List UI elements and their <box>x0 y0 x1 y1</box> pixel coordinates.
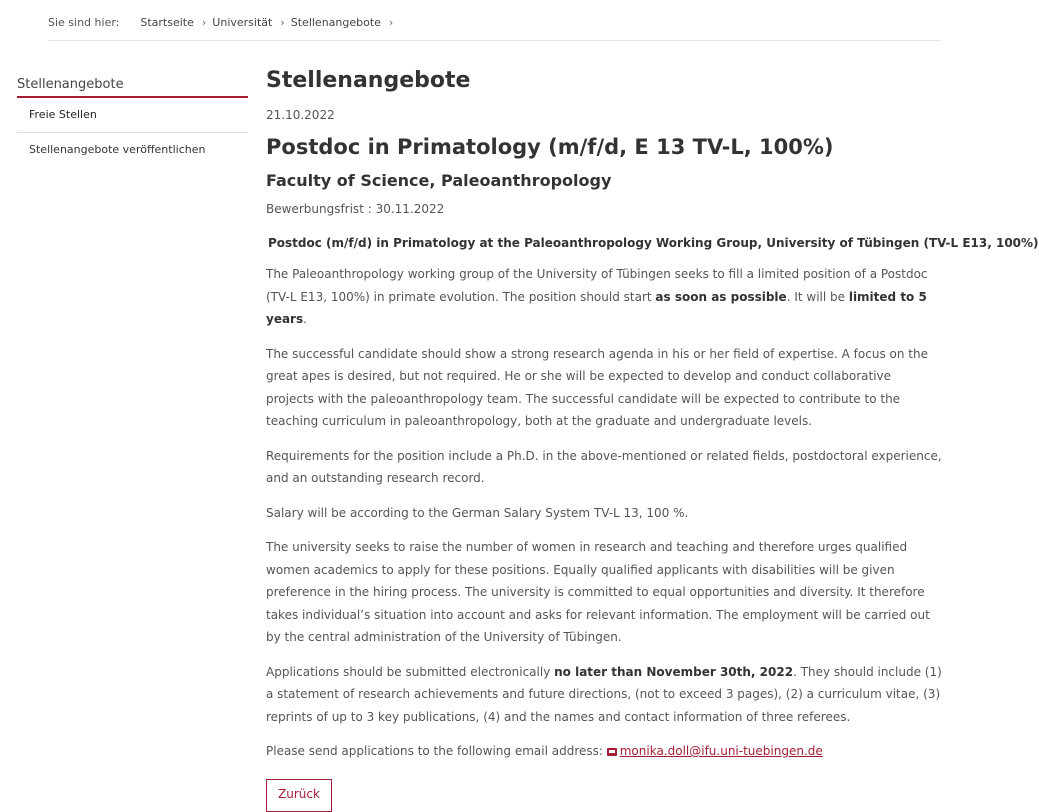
paragraph-requirements: Requirements for the position include a Ph.D. in the above-mentioned or related fields, postdoctoral experience, and an outstanding research record. <box>266 448 942 485</box>
mail-icon <box>607 748 617 756</box>
job-title: Postdoc in Primatology (m/f/d, E 13 TV-L, 100%) <box>266 135 834 159</box>
paragraph-application: Applications should be submitted electronically no later than November 30th, 2022. They should include (1) a statement of research achievements and future directions, (not to exceed 3 pages), (2) a curriculum vitae, (3) reprints of up to 3 key publications, (4) and the names and contact information of three referees. <box>266 664 942 724</box>
job-lead: Postdoc (m/f/d) in Primatology at the Paleoanthropology Working Group, University of Tübingen (TV-L E13, 100%) <box>268 236 1039 250</box>
back-button[interactable]: Zurück <box>266 779 332 812</box>
breadcrumb-stellenangebote[interactable]: Stellenangebote <box>290 16 381 29</box>
sidebar-item-freie-stellen[interactable]: Freie Stellen <box>17 98 248 133</box>
posting-date: 21.10.2022 <box>266 108 335 122</box>
breadcrumb-universitaet[interactable]: Universität <box>212 16 273 29</box>
breadcrumb-lead: Sie sind hier: <box>48 16 120 29</box>
job-subtitle: Faculty of Science, Paleoanthropology <box>266 171 612 190</box>
paragraph-position: The Paleoanthropology working group of the University of Tübingen seeks to fill a limited position of a Postdoc (TV-L E13, 100%) in primate evolution. The position should start as soon as possible. It will be limited to 5 years. <box>266 267 928 326</box>
chevron-right-icon: › <box>201 16 207 29</box>
email-link[interactable]: monika.doll@ifu.uni-tuebingen.de <box>619 744 823 758</box>
paragraph-salary: Salary will be according to the German Salary System TV-L 13, 100 %. <box>266 505 689 520</box>
paragraph-contact: Please send applications to the following email address: monika.doll@ifu.uni-tuebingen.de <box>266 744 823 758</box>
main-content <box>266 66 1039 812</box>
chevron-right-icon: › <box>280 16 285 29</box>
sidebar-title[interactable]: Stellenangebote <box>17 76 248 98</box>
sidebar-item-veroeffentlichen[interactable]: Stellenangebote veröffentlichen <box>29 143 206 156</box>
sidebar <box>17 76 248 167</box>
breadcrumb-startseite[interactable]: Startseite <box>140 16 194 29</box>
breadcrumb <box>48 16 940 41</box>
application-deadline: Bewerbungsfrist : 30.11.2022 <box>266 202 445 216</box>
chevron-right-icon: › <box>388 16 394 29</box>
paragraph-candidate: The successful candidate should show a strong research agenda in his or her field of expertise. A focus on the great apes is desired, but not required. He or she will be expected to develop and conduct collaborative projects with the paleoanthropology team. The successful candidate will be expected to contribute to the teaching curriculum in paleoanthropology, both at the graduate and undergraduate levels. <box>266 346 928 428</box>
page-title: Stellenangebote <box>266 68 471 93</box>
paragraph-diversity: The university seeks to raise the number of women in research and teaching and therefore urges qualified women academics to apply for these positions. Equally qualified applicants with disabilities will be given preference in the hiring process. The university is committed to equal opportunities and diversity. It therefore takes individual’s situation into account and asks for relevant information. The employment will be carried out by the central administration of the University of Tübingen. <box>266 540 930 644</box>
